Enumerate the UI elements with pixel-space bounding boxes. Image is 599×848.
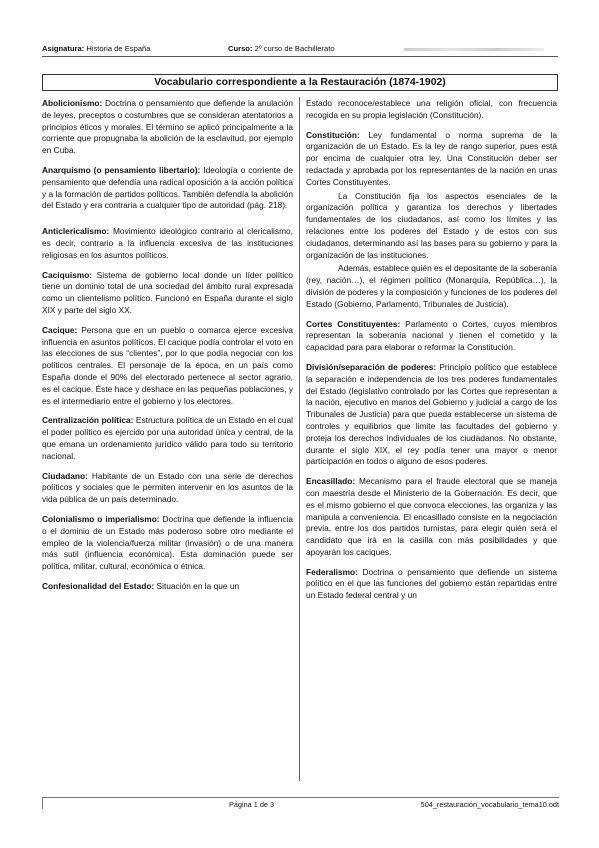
entry-paragraph: Además, establece quién es el depositante de la soberanía (rey, nación…), el régimen político (Monarquía, República…), la división de poderes y la composición y funciones de los poderes del Estado (Gobierno, Parlamento, Tribunales de Justicia). (306, 263, 557, 309)
glossary-entry (42, 415, 293, 462)
course-label: Curso: (228, 44, 253, 53)
entry-definition: Movimiento ideológico contrario al clericalismo, es decir, contrario a la influencia excesiva de las instituciones religiosas en los asuntos políticos. (42, 226, 293, 260)
glossary-entry (42, 514, 293, 573)
glossary-entry (42, 98, 293, 157)
entry-definition: Doctrina que defiende la influencia o el dominio de un Estado más poderoso sobre otro mediante el empleo de la violencia/fuerza militar (invasión) o de una manera más sutil (influencia económica). Esta dominación puede ser política, militar, cultural, económica o étnica. (42, 513, 293, 572)
entry-term: Colonialismo o imperialismo: (42, 513, 160, 524)
entry-definition: Situación en la que un (156, 580, 240, 591)
glossary-entry (42, 581, 293, 593)
entry-definition: Habitante de un Estado con una serie de derechos políticos y sociales que le permiten intervenir en los asuntos de la vida pública de un país determinado. (42, 470, 293, 505)
page-number: Página 1 de 3 (229, 800, 275, 809)
glossary-entry (306, 476, 557, 559)
entry-term: Anticlericalismo: (42, 226, 110, 237)
blurred-header-text (404, 48, 544, 51)
entry-term: Centralización política: (42, 415, 134, 426)
entry-term: Confesionalidad del Estado: (42, 580, 155, 591)
entry-definition: Doctrina o pensamiento que defiende la anulación de leyes, preceptos o costumbres que se consideran atentatorios a principios éticos y morales. El término se aplicó principalmente a la corriente que propugnaba la abolición de la esclavitud, por ejemplo en Cuba. (42, 98, 293, 156)
glossary-entry (306, 567, 557, 602)
glossary-entry (306, 319, 557, 354)
entry-term: Abolicionismo: (42, 98, 103, 108)
entry-definition: Ley fundamental o norma suprema de la organización de un Estado. Es la ley de rango superior, pues está por encima de cualquier otra ley. Una Constitución deber ser redactada y aprobada por los representantes de la nación en unas Cortes Constituyentes. (306, 129, 557, 187)
entry-definition: Estructura política de un Estado en el cual el poder político es ejercido por una autoridad única y central, de la que emana un ordenamiento jurídico válido para todo su territorio nacional. (42, 415, 293, 461)
course-value: 2º curso de Bachillerato (254, 44, 335, 53)
entry-term: División/separación de poderes: (306, 361, 437, 372)
entry-definition: Sistema de gobierno local donde un líder político tiene un dominio total de una sociedad del ámbito rural expresada como un clientelismo político. Funcionó en España durante el siglo XIX y parte del siglo XX. (42, 269, 293, 315)
entry-term: Cacique: (42, 324, 78, 335)
glossary-entry (42, 270, 293, 317)
entry-term: Anarquismo (o pensamiento libertario): (42, 164, 201, 175)
entry-term: Encasillado: (306, 476, 356, 487)
glossary-entry (42, 226, 293, 261)
entry-definition: Parlamento o Cortes, cuyos miembros representan la soberanía nacional y tienen el cometido y la capacidad para para elaborar o reformar la Constitución. (306, 318, 557, 353)
entry-term: Ciudadano: (42, 470, 88, 481)
glossary-entry (42, 471, 293, 506)
entry-paragraph: La Constitución fija los aspectos esenciales de la organización política y garantiza los derechos y libertades fundamentales de los ciudadanos, así como los límites y las relaciones entre los poderes del Estado y de estos con sus ciudadanos, determinando así las bases para su gobierno y para la organización de las instituciones. (306, 190, 557, 260)
entry-term: Constitución: (306, 129, 360, 140)
glossary-entry (306, 130, 557, 311)
entry-term: Federalismo: (306, 566, 358, 577)
subject-value: Historia de España (86, 44, 151, 53)
entry-term: Cortes Constituyentes: (306, 318, 401, 329)
course-field (228, 44, 335, 53)
page-title: Vocabulario correspondiente a la Restauración (1874-1902) (42, 74, 558, 91)
entry-definition: Persona que en un pueblo o comarca ejerce excesiva influencia en asuntos políticos. El cacique podía controlar el voto en las elecciones de sus “clientes”, por lo que podía negociar con los políticos centrales. El personaje de la época, en un país como España donde el 90% del electorado pertenece al sector agrario, es el cacique. Éste hace y deshace en las pequeñas poblaciones, y es el intermediario entre el gobierno y los electores. (42, 324, 293, 406)
glossary-entry (306, 362, 557, 468)
glossary-entry-continuation (306, 98, 557, 122)
glossary-entry (42, 165, 293, 212)
entry-definition: Ideología o corriente de pensamiento que defendía una radical oposición a la acción política y a la formación de partidos políticos. También defendía la abolición del Estado y era contraria a cualquier tipo de autoridad (pág. 218). (42, 164, 293, 211)
entry-definition: Doctrina o pensamiento que defiende un sistema político en el que las funciones del gobierno están repartidas entre un Estado federal central y un (306, 566, 557, 601)
document-header (42, 44, 558, 57)
entry-definition: Principio político que establece la separación e independencia de los tres poderes fundamentales del Estado (legislativo controlado por las Cortes que representan a la nación, ejecutivo en manos del Gobierno y judicial a cargo de los Tribunales de Justicia) para que pueda establecerse un sistema de controles y equilibrios que limite las facultades del gobierno y proteja los derechos individuales de los ciudadanos. No obstante, durante el siglo XIX, el rey podía tener una mayor o menor participación en todos o alguno de esos poderes. (306, 361, 557, 467)
subject-field (42, 44, 151, 53)
glossary-entry (42, 325, 293, 408)
left-column (42, 98, 293, 784)
column-divider (299, 97, 300, 781)
file-name: 504_restauración_vocabulario_tema10.odt (420, 800, 559, 809)
entry-term: Caciquismo: (42, 269, 93, 280)
entry-definition: Estado reconoce/establece una religión oficial, con frecuencia recogida en su propia legislación (Constitución). (306, 98, 557, 120)
subject-label: Asignatura: (42, 44, 85, 53)
right-column (306, 98, 557, 784)
document-footer (42, 797, 559, 809)
entry-definition: Mecanismo para el fraude electoral que se maneja con maestría desde el Ministerio de la Gobernación. Es decir, que es el mismo gobierno el que convoca elecciones, las organiza y las manipula a conveniencia. El encasillado consiste en la negociación previa, entre los dos partidos turnistas, para elegir quién será el candidato que irá en la casilla con más posibilidades y que apoyarán los caciques. (306, 476, 557, 557)
